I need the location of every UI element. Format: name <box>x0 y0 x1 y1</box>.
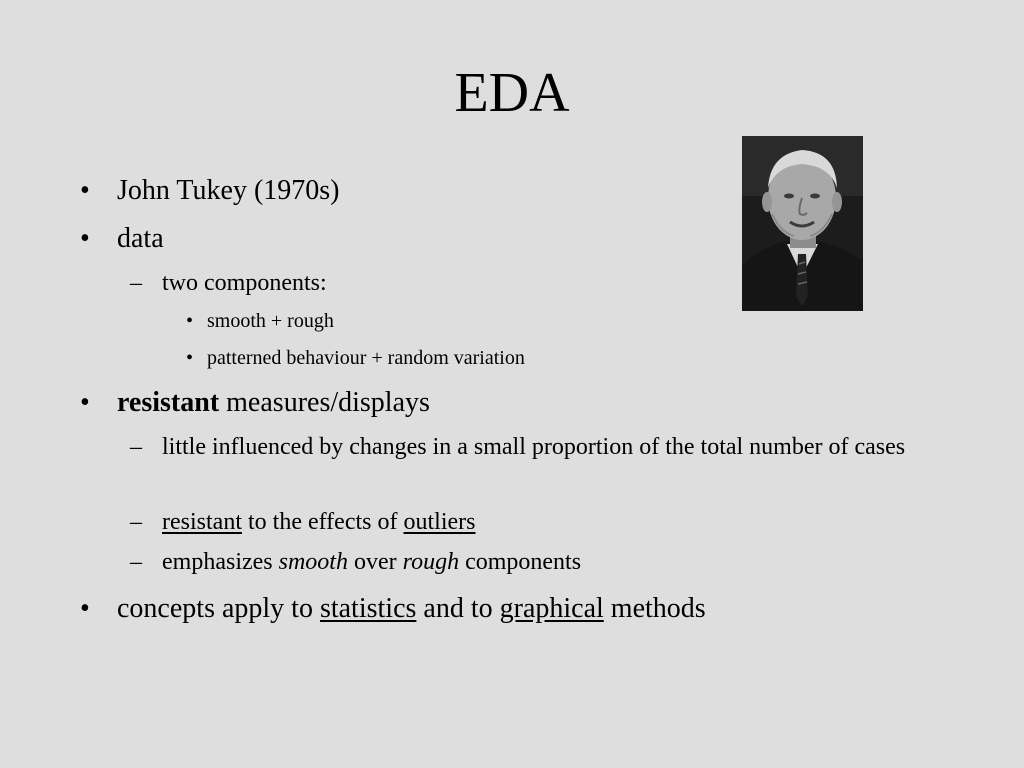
list-item-text: to the effects of <box>241 509 404 535</box>
list-item <box>130 507 476 537</box>
italic-term: smooth <box>278 549 348 575</box>
list-item-text: John Tukey (1970s) <box>117 175 340 206</box>
italic-term: rough <box>402 549 460 575</box>
list-item <box>186 345 525 371</box>
list-item-text: data <box>117 223 164 254</box>
bullet-icon: • <box>186 310 194 332</box>
list-item-text: over <box>347 549 403 575</box>
dash-icon: – <box>130 509 142 535</box>
list-item <box>80 174 340 208</box>
emphasis-bold: resistant <box>117 387 220 418</box>
list-item-text: smooth + rough <box>207 310 334 332</box>
underlined-term: outliers <box>403 509 476 535</box>
underlined-term: statistics <box>319 593 417 624</box>
bullet-icon: • <box>80 223 90 254</box>
list-item-text: components <box>459 549 582 575</box>
list-item <box>80 386 430 420</box>
list-item <box>130 268 327 298</box>
bullet-icon: • <box>80 387 90 418</box>
bullet-icon: • <box>186 347 194 369</box>
slide-title: EDA <box>454 62 570 124</box>
list-item <box>130 432 962 462</box>
list-item-text: patterned behaviour + random variation <box>207 347 525 369</box>
list-item <box>130 547 582 577</box>
list-item-text: and to <box>416 593 500 624</box>
list-item-text: measures/displays <box>219 387 430 418</box>
list-item-text: two components: <box>162 270 327 296</box>
list-item-text: little influenced by changes in a small proportion of the total number of cases <box>162 434 906 460</box>
dash-icon: – <box>130 549 142 575</box>
underlined-term: graphical <box>499 593 604 624</box>
portrait-photo <box>742 136 863 311</box>
bullet-icon: • <box>80 593 90 624</box>
dash-icon: – <box>130 270 142 296</box>
list-item-text: methods <box>603 593 706 624</box>
list-item-text: concepts apply to <box>117 593 320 624</box>
list-item <box>80 592 706 626</box>
list-item-text: emphasizes <box>162 549 279 575</box>
list-item <box>80 222 164 256</box>
list-item <box>186 308 334 334</box>
bullet-icon: • <box>80 175 90 206</box>
dash-icon: – <box>130 434 142 460</box>
underlined-term: resistant <box>162 509 242 535</box>
